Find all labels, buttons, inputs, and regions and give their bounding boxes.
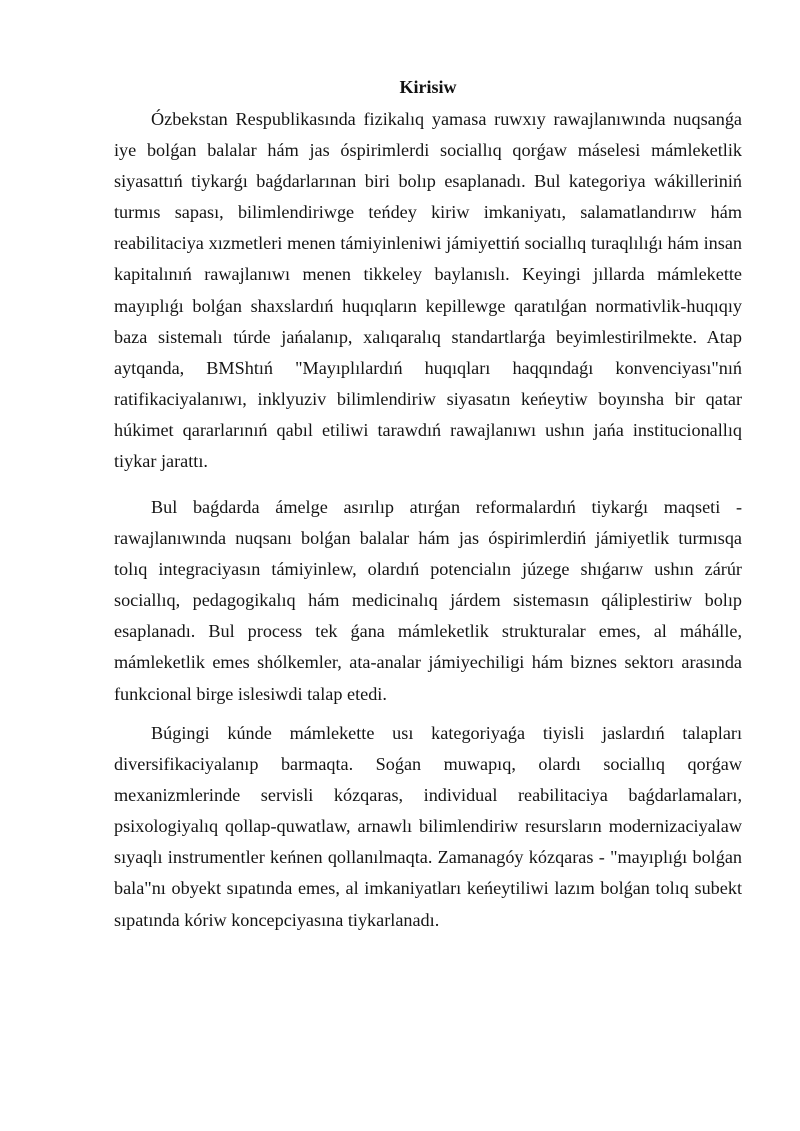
paragraph-2: Bul baǵdarda ámelge asırılıp atırǵan reformalardıń tiykarǵı maqseti - rawajlanıwında nuqsanı bolǵan balalar hám jas óspirimlerdiń jámiyetlik turmısqa tolıq integraciyasın támiyinlew, olardıń potencialın júzege shıǵarıw ushın zárúr sociallıq, pedagogikalıq hám medicinalıq járdem sistemasın qáliplestiriw bolıp esaplanadı. Bul process tek ǵana mámleketlik strukturalar emes, al máhálle, mámleketlik emes shólkemler, ata-analar jámiyechiligi hám biznes sektorı arasında funkcional birge islesiwdi talap etedi. bbox=[114, 497, 742, 704]
document-title: Kirisiw bbox=[399, 77, 457, 97]
paragraph-1: Ózbekstan Respublikasında fizikalıq yamasa ruwxıy rawajlanıwında nuqsanǵa iye bolǵan balalar hám jas óspirimlerdi sociallıq qorǵaw máselesi mámleketlik siyasattıń tiykarǵı baǵdarlarınan biri bolıp esaplanadı. Bul kategoriya wákilleriniń turmıs sapası, bilimlendiriwge teńdey kiriw imkaniyatı, salamatlandırıw hám reabilitaciya xızmetleri menen támiyinleniwi jámiyettiń sociallıq turaqlılıǵı hám insan kapitalınıń rawajlanıwı menen tikkeley baylanıslı. Keyingi jıllarda mámlekette mayıplıǵı bolǵan shaxslardıń huqıqların kepillewge qaratılǵan normativlik-huqıqıy baza sistemalı túrde jańalanıp, xalıqaralıq standartlarǵa beyimlestirilmekte. Atap aytqanda, BMShtıń "Mayıplılardıń huqıqları haqqındaǵı konvenciyası"nıń ratifikaciyalanıwı, inklyuziv bilimlendiriw siyasatın keńeytiw boyınsha bir qatar húkimet qararlarınıń qabıl etiliwi tarawdıń rawajlanıwı ushın jańa institucionallıq tiykar jarattı. bbox=[114, 109, 742, 472]
paragraph-3: Búgingi kúnde mámlekette usı kategoriyaǵa tiyisli jaslardıń talapları diversifikaciyalanıp barmaqta. Soǵan muwapıq, olardı sociallıq qorǵaw mexanizmlerinde servisli kózqaras, individual reabilitaciya baǵdarlamaları, psixologiyalıq qollap-quwatlaw, arnawlı bilimlendiriw resursların modernizaciyalaw sıyaqlı instrumentler keńnen qollanılmaqta. Zamanagóy kózqaras - "mayıplıǵı bolǵan bala"nı obyekt sıpatında emes, al imkaniyatları keńeytiliwi lazım bolǵan tolıq subekt sıpatında kóriw koncepciyasına tiykarlanadı. bbox=[114, 723, 742, 930]
